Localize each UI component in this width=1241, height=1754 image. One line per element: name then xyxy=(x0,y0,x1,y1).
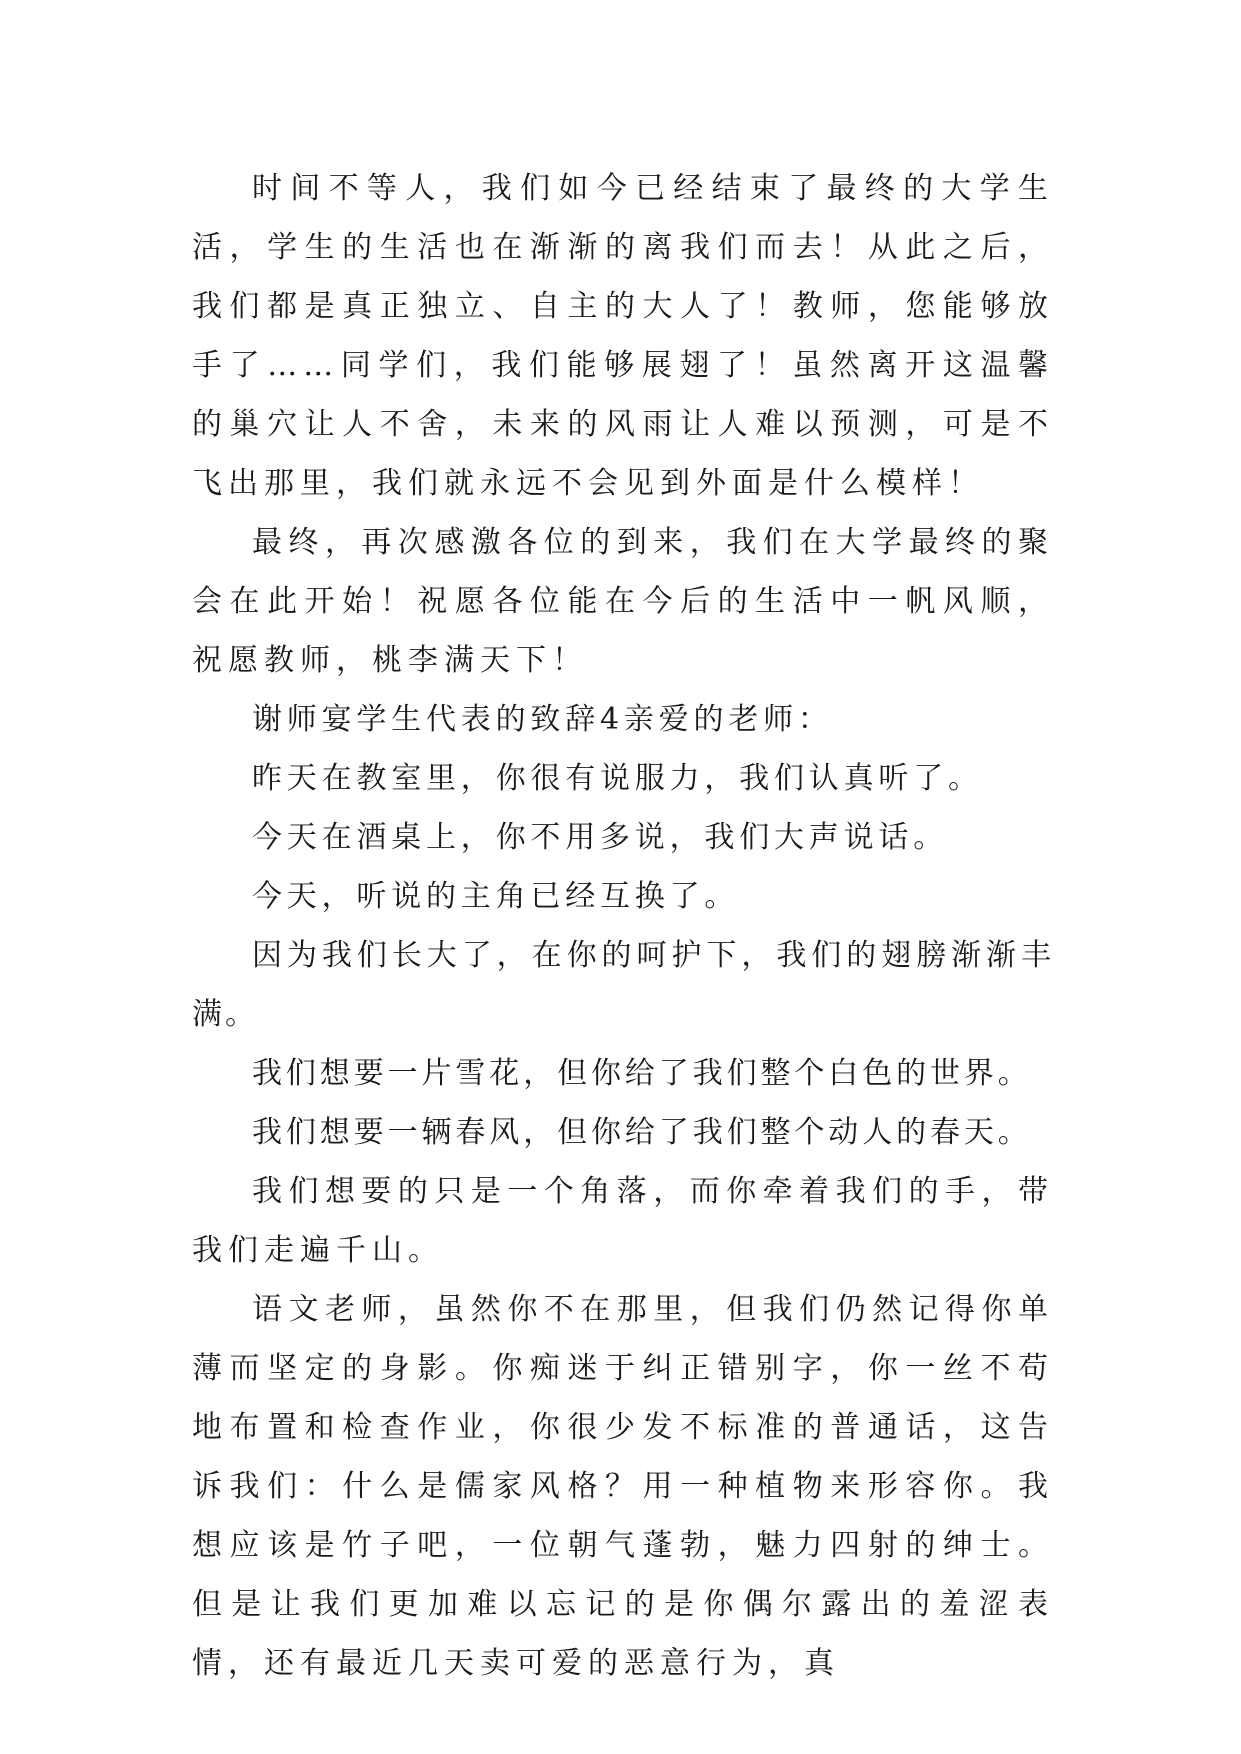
paragraph-roles-swapped: 今天，听说的主角已经互换了。 xyxy=(252,879,740,914)
paragraph-chinese-teacher: 语文老师，虽然你不在那里，但我们仍然记得你单薄而坚定的身影。你痴迷于纠正错别字，你一丝不苟地布置和检查作业，你很少发不标准的普通话，这告诉我们：什么是儒家风格？用一种植物来形容你。我想应该是竹子吧，一位朝气蓬勃，魅力四射的绅士。但是让我们更加难以忘记的是你偶尔露出的羞涩表情，还有最近几天卖可爱的恶意行为，真 xyxy=(192,1292,1054,1681)
paragraph-thanks: 最终，再次感激各位的到来，我们在大学最终的聚会在此开始！祝愿各位能在今后的生活中一帆风顺，祝愿教师，桃李满天下！ xyxy=(192,525,1054,678)
paragraph-corner: 我们想要的只是一个角落，而你牵着我们的手，带我们走遍千山。 xyxy=(192,1174,1054,1268)
paragraph-yesterday: 昨天在教室里，你很有说服力，我们认真听了。 xyxy=(252,761,983,796)
paragraph-snowflake: 我们想要一片雪花，但你给了我们整个白色的世界。 xyxy=(252,1056,1032,1091)
paragraph-spring-wind: 我们想要一辆春风，但你给了我们整个动人的春天。 xyxy=(252,1115,1032,1150)
paragraph-today-table: 今天在酒桌上，你不用多说，我们大声说话。 xyxy=(252,820,948,855)
paragraph-speech-title: 谢师宴学生代表的致辞4亲爱的老师： xyxy=(252,702,833,737)
paragraph-grown-up: 因为我们长大了，在你的呵护下，我们的翅膀渐渐丰满。 xyxy=(192,938,1054,1032)
document-page xyxy=(192,159,1054,1693)
paragraph-graduation: 时间不等人，我们如今已经结束了最终的大学生活，学生的生活也在渐渐的离我们而去！从此之后，我们都是真正独立、自主的大人了！教师，您能够放手了……同学们，我们能够展翅了！虽然离开这温馨的巢穴让人不舍，未来的风雨让人难以预测，可是不飞出那里，我们就永远不会见到外面是什么模样！ xyxy=(192,171,1054,501)
